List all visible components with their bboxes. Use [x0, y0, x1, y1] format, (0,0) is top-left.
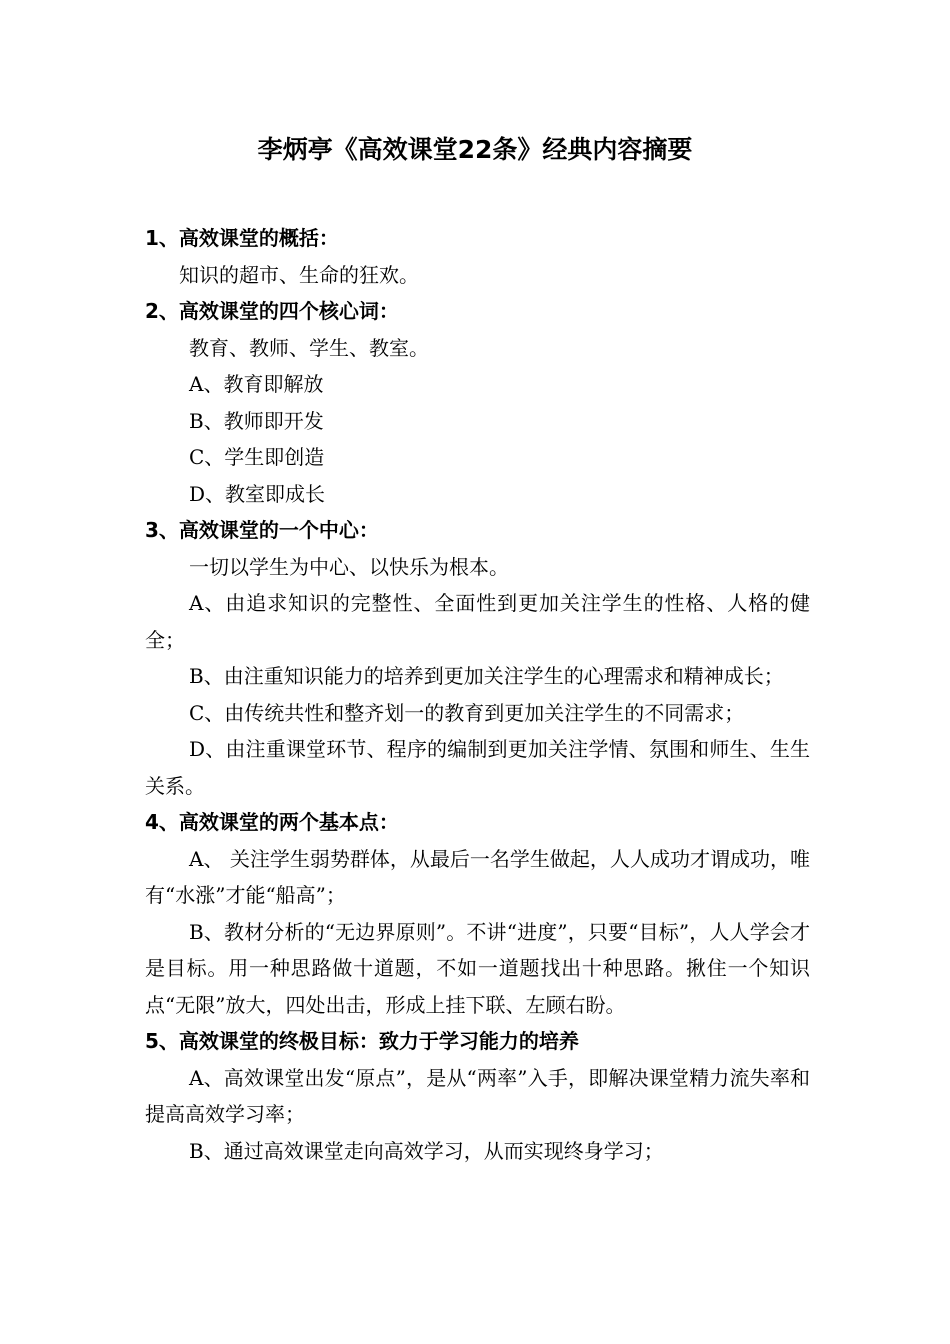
paragraph: A、 关注学生弱势群体，从最后一名学生做起，人人成功才谓成功，唯有“水涨”才能“船高”； [145, 846, 810, 907]
section-2 [145, 293, 810, 512]
paragraph: 教育、教师、学生、教室。 [189, 335, 429, 360]
paragraph: C、由传统共性和整齐划一的教育到更加关注学生的不同需求； [189, 700, 745, 725]
paragraph: A、由追求知识的完整性、全面性到更加关注学生的性格、人格的健全； [145, 591, 810, 652]
section-heading: 3、高效课堂的一个中心： [145, 518, 379, 542]
section-heading: 4、高效课堂的两个基本点： [145, 810, 399, 834]
paragraph: B、通过高效课堂走向高效学习，从而实现终身学习； [189, 1138, 664, 1163]
list-item: D、教室即成长 [189, 481, 326, 506]
paragraph: A、高效课堂出发“原点”，是从“两率”入手，即解决课堂精力流失率和提高高效学习率； [145, 1065, 810, 1126]
section-4 [145, 804, 810, 1023]
list-item: C、学生即创造 [189, 445, 325, 469]
section-heading: 5、高效课堂的终极目标：致力于学习能力的培养 [145, 1029, 579, 1053]
document-body [145, 220, 810, 1169]
paragraph: 知识的超市、生命的狂欢。 [179, 262, 419, 287]
paragraph: B、教材分析的“无边界原则”。不讲“进度”，只要“目标”，人人学会才是目标。用一种思路做十道题，不如一道题找出十种思路。揪住一个知识点“无限”放大，四处出击，形成上挂下联、左顾右盼。 [145, 919, 810, 1017]
list-item: B、教师即开发 [189, 408, 324, 433]
section-heading: 1、高效课堂的概括： [145, 226, 339, 250]
paragraph: D、由注重课堂环节、程序的编制到更加关注学情、氛围和师生、生生关系。 [145, 737, 810, 798]
section-5 [145, 1023, 810, 1169]
section-1 [145, 220, 810, 293]
section-3 [145, 512, 810, 804]
paragraph: B、由注重知识能力的培养到更加关注学生的心理需求和精神成长； [189, 664, 784, 688]
document-title: 李炳亭《高效课堂22条》经典内容摘要 [257, 135, 693, 164]
section-heading: 2、高效课堂的四个核心词： [145, 299, 399, 323]
list-item: A、教育即解放 [189, 372, 324, 396]
paragraph: 一切以学生为中心、以快乐为根本。 [189, 554, 509, 579]
